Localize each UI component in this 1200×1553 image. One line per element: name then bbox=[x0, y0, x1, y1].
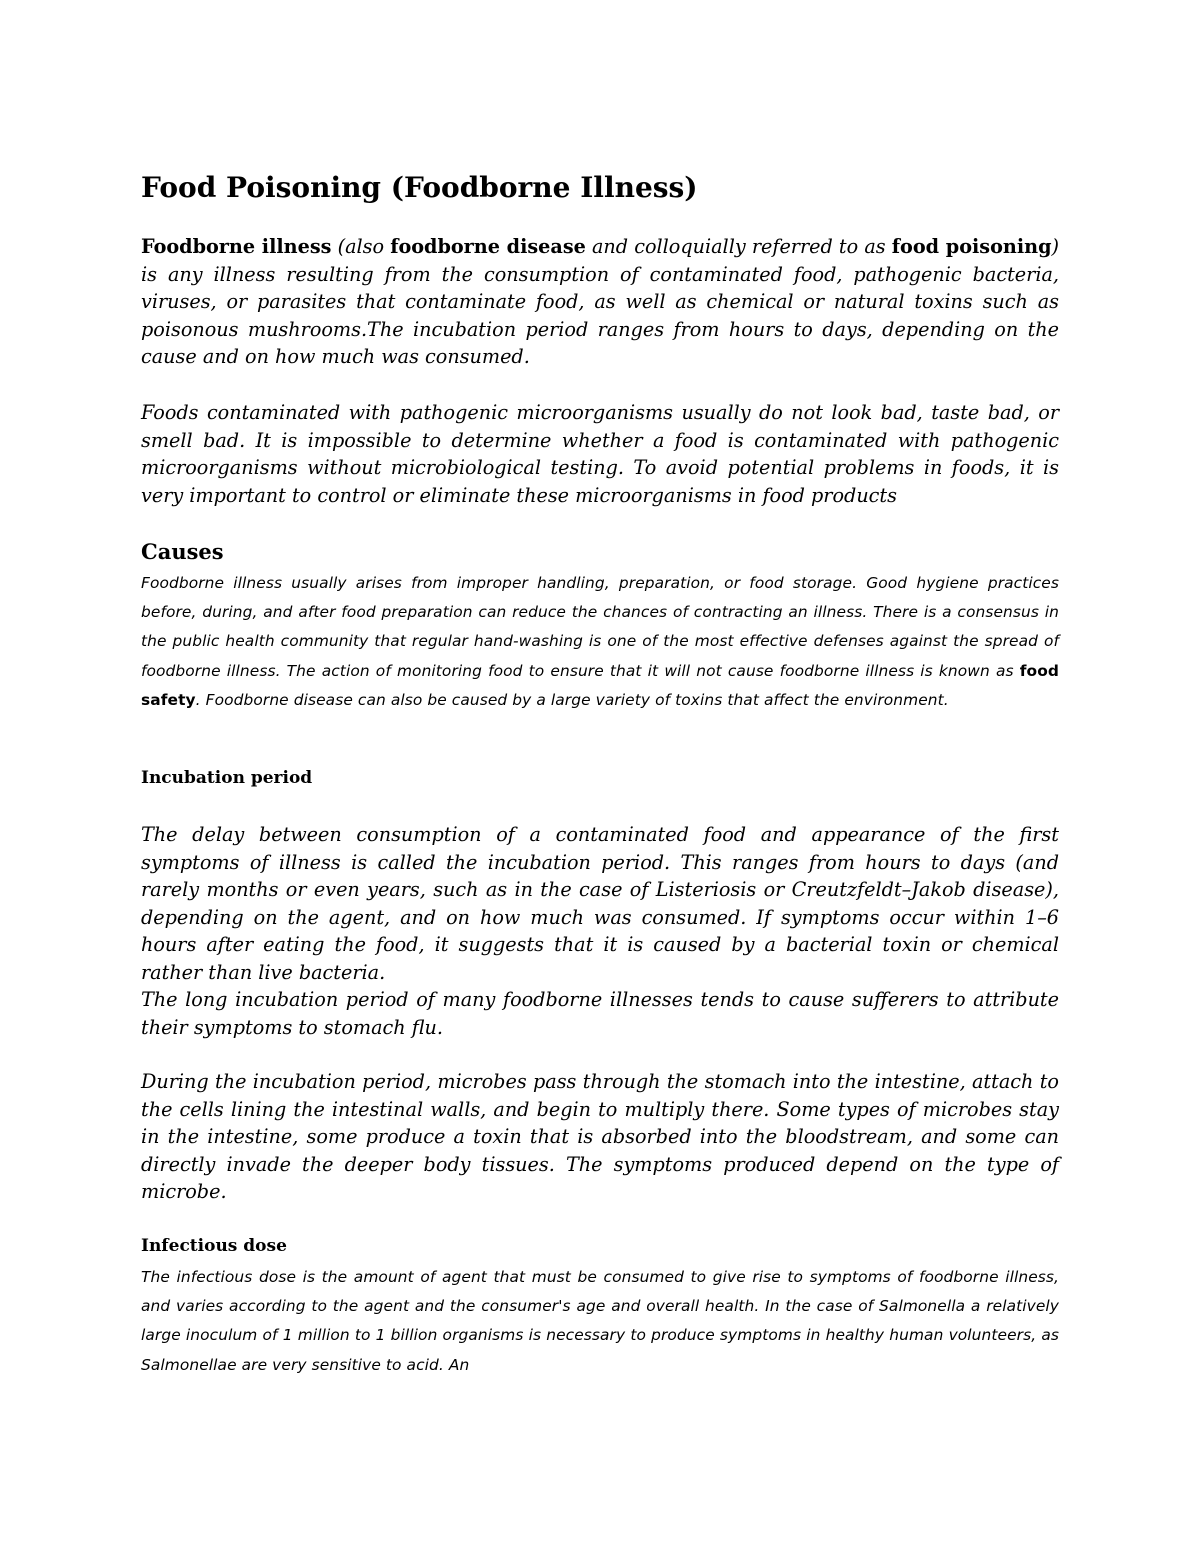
term-food-safety: food safety bbox=[141, 661, 1059, 709]
contamination-paragraph: Foods contaminated with pathogenic microorganisms usually do not look bad, taste bad, or smell bad. It is impossible to determine whether a food is contaminated with pathogenic microorganisms without microbiological testing. To avoid potential problems in foods, it is very important to control or eliminate these microorganisms in food products bbox=[141, 401, 1059, 507]
infectious-dose-heading: Infectious dose bbox=[141, 1236, 287, 1256]
incubation-paragraph-3: During the incubation period, microbes pass through the stomach into the intestine, attach to the cells lining the intestinal walls, and begin to multiply there. Some types of microbes stay in the intestine, some produce a toxin that is absorbed into the bloodstream, and some can directly invade the deeper body tissues. The symptoms produced depend on the type of microbe. bbox=[141, 1070, 1059, 1204]
incubation-period-heading: Incubation period bbox=[141, 768, 313, 788]
term-foodborne-illness: Foodborne illness bbox=[141, 235, 332, 258]
term-food-poisoning: food poisoning bbox=[891, 235, 1052, 258]
term-foodborne-disease: foodborne disease bbox=[390, 235, 586, 258]
page-title: Food Poisoning (Foodborne Illness) bbox=[141, 171, 698, 204]
infectious-dose-paragraph: The infectious dose is the amount of agent that must be consumed to give rise to symptoms of foodborne illness, and varies according to the agent and the consumer's age and overall health. In the case of Salmonella a relatively large inoculum of 1 million to 1 billion organisms is necessary to produce symptoms in healthy human volunteers, as Salmonellae are very sensitive to acid. An bbox=[141, 1268, 1059, 1374]
causes-heading: Causes bbox=[141, 539, 224, 564]
incubation-paragraph-2: The long incubation period of many foodborne illnesses tends to cause sufferers to attribute their symptoms to stomach flu. bbox=[141, 988, 1059, 1039]
incubation-paragraph-1: The delay between consumption of a contaminated food and appearance of the first symptoms of illness is called the incubation period. This ranges from hours to days (and rarely months or even years, such as in the case of Listeriosis or Creutzfeldt–Jakob disease), depending on the agent, and on how much was consumed. If symptoms occur within 1–6 hours after eating the food, it suggests that it is caused by a bacterial toxin or chemical rather than live bacteria. bbox=[141, 823, 1059, 984]
intro-paragraph: Foodborne illness (also foodborne disease and colloquially referred to as food poisoning) is any illness resulting from the consumption of contaminated food, pathogenic bacteria, viruses, or parasites that contaminate food, as well as chemical or natural toxins such as poisonous mushrooms.The incubation period ranges from hours to days, depending on the cause and on how much was consumed. bbox=[141, 235, 1059, 369]
causes-paragraph: Foodborne illness usually arises from improper handling, preparation, or food storage. Good hygiene practices before, during, and after food preparation can reduce the chances of contracting an illness. There is a consensus in the public health community that regular hand-washing is one of the most effective defenses against the spread of foodborne illness. The action of monitoring food to ensure that it will not cause foodborne illness is known as food safety. Foodborne disease can also be caused by a large variety of toxins that affect the environment. bbox=[141, 574, 1059, 709]
